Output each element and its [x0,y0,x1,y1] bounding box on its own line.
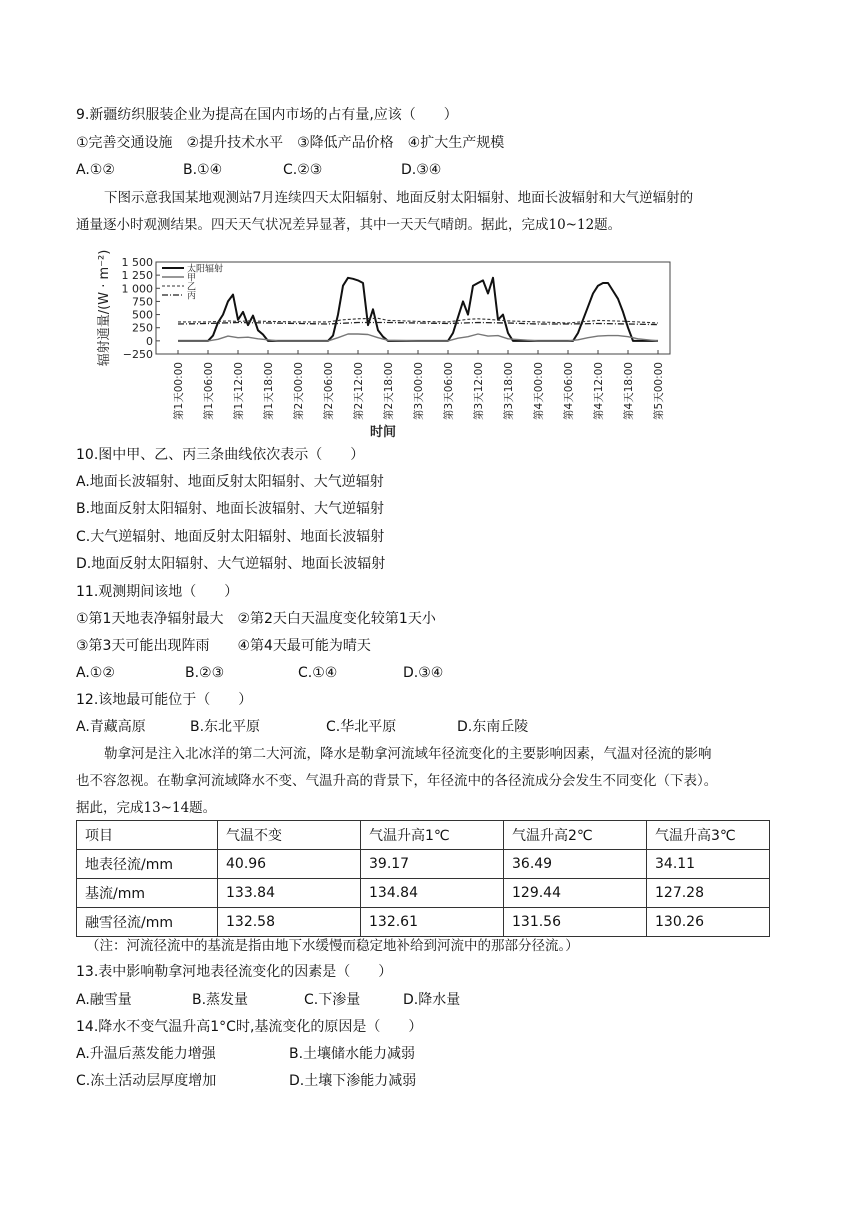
x-tick-label: 第3天12:00 [473,362,485,420]
runoff-table [76,820,770,937]
x-tick-label: 第2天18:00 [383,362,395,420]
intro2-line-3: 据此，完成13~14题。 [76,800,217,816]
radiation-chart-svg [80,248,680,443]
q13-stem: 13.表中影响勒拿河地表径流变化的因素是（ ） [76,964,393,980]
table-note: （注：河流径流中的基流是指由地下水缓慢而稳定地补给到河流中的那部分径流。） [86,938,579,954]
table-cell: 132.61 [361,908,504,937]
x-axis-label: 时间 [369,425,397,440]
q14-option-d: D.土壤下渗能力减弱 [289,1073,417,1089]
q11-option-c: C.①④ [298,665,338,681]
q9-items: ①完善交通设施 ②提升技术水平 ③降低产品价格 ④扩大生产规模 [76,135,505,151]
q9-option-d: D.③④ [401,162,442,178]
table-header-cell: 气温升高2℃ [504,821,647,850]
y-tick-label: 250 [132,321,153,335]
q14-option-c: C.冻土活动层厚度增加 [76,1073,217,1089]
table-cell: 132.58 [218,908,361,937]
q9-stem: 9.新疆纺织服装企业为提高在国内市场的占有量,应该（ ） [76,107,458,123]
table-cell: 130.26 [647,908,770,937]
q9-option-b: B.①④ [183,162,223,178]
q12-stem: 12.该地最可能位于（ ） [76,692,253,708]
x-tick-label: 第3天18:00 [503,362,515,420]
y-ticks [122,256,161,361]
y-tick-label: 1 000 [121,282,153,296]
x-tick-label: 第4天06:00 [563,362,575,420]
legend [162,263,223,302]
legend-label: 乙 [187,282,197,293]
x-tick-label: 第2天06:00 [323,362,335,420]
table-cell: 36.49 [504,850,647,879]
x-tick-label: 第3天00:00 [413,362,425,420]
intro1-line-1: 下图示意我国某地观测站7月连续四天太阳辐射、地面反射太阳辐射、地面长波辐射和大气逆辐射的 [104,190,694,206]
q14-stem: 14.降水不变气温升高1°C时,基流变化的原因是（ ） [76,1019,423,1035]
table-cell: 39.17 [361,850,504,879]
q11-option-a: A.①② [76,665,115,681]
q14-option-b: B.土壤储水能力减弱 [289,1046,416,1062]
x-ticks [172,350,665,420]
y-tick-label: 750 [132,295,153,309]
q12-option-d: D.东南丘陵 [457,719,529,735]
table-cell: 融雪径流/mm [77,908,218,937]
x-tick-label: 第2天00:00 [293,362,305,420]
y-axis-label: 辐射通量/(W · m⁻²) [97,249,112,367]
table-cell: 34.11 [647,850,770,879]
table-cell: 地表径流/mm [77,850,218,879]
x-tick-label: 第1天18:00 [263,362,275,420]
intro1-line-2: 通量逐小时观测结果。四天天气状况差异显著，其中一天天气晴朗。据此，完成10~12题。 [76,217,622,233]
table-cell: 127.28 [647,879,770,908]
q13-option-b: B.蒸发量 [192,992,249,1008]
table-cell: 134.84 [361,879,504,908]
table-cell: 129.44 [504,879,647,908]
table-row [77,908,770,937]
intro2-line-1: 勒拿河是注入北冰洋的第二大河流，降水是勒拿河流域年径流变化的主要影响因素，气温对径流的影响 [104,746,712,762]
x-tick-label: 第5天00:00 [653,362,665,420]
q9-option-a: A.①② [76,162,115,178]
x-tick-label: 第1天00:00 [173,362,185,420]
x-tick-label: 第1天12:00 [233,362,245,420]
q10-option-a: A.地面长波辐射、地面反射太阳辐射、大气逆辐射 [76,474,384,490]
table-cell: 133.84 [218,879,361,908]
q11-item2: ③第3天可能出现阵雨 ④第4天最可能为晴天 [76,638,371,654]
q10-stem: 10.图中甲、乙、丙三条曲线依次表示（ ） [76,447,365,463]
x-tick-label: 第4天00:00 [533,362,545,420]
q9-option-c: C.②③ [283,162,323,178]
q10-option-c: C.大气逆辐射、地面反射太阳辐射、地面长波辐射 [76,529,385,545]
q13-option-d: D.降水量 [403,992,461,1008]
table-header-row [77,821,770,850]
q12-option-b: B.东北平原 [190,719,261,735]
table-header-cell: 气温不变 [218,821,361,850]
x-tick-label: 第2天12:00 [353,362,365,420]
q11-option-d: D.③④ [403,665,444,681]
legend-label: 丙 [187,291,197,302]
table-row [77,879,770,908]
q10-option-b: B.地面反射太阳辐射、地面长波辐射、大气逆辐射 [76,501,385,517]
legend-label: 太阳辐射 [187,264,224,275]
q12-option-a: A.青藏高原 [76,719,146,735]
table-row [77,850,770,879]
x-tick-label: 第1天06:00 [203,362,215,420]
q10-option-d: D.地面反射太阳辐射、大气逆辐射、地面长波辐射 [76,556,386,572]
legend-label: 甲 [187,273,197,284]
intro2-line-2: 也不容忽视。在勒拿河流域降水不变、气温升高的背景下，年径流中的各径流成分会发生不同变化（下表）。 [76,773,718,789]
y-tick-label: 1 250 [121,269,153,283]
x-tick-label: 第3天06:00 [443,362,455,420]
series-lines [178,278,658,341]
y-tick-label: 0 [146,334,153,348]
q11-stem: 11.观测期间该地（ ） [76,584,239,600]
x-tick-label: 第4天18:00 [623,362,635,420]
series-line-1 [178,278,658,341]
table-cell: 40.96 [218,850,361,879]
table-header-cell: 气温升高3℃ [647,821,770,850]
table-header-cell: 项目 [77,821,218,850]
radiation-chart [80,248,680,447]
q13-option-a: A.融雪量 [76,992,132,1008]
q11-item1: ①第1天地表净辐射最大 ②第2天白天温度变化较第1天小 [76,611,436,627]
table-cell: 基流/mm [77,879,218,908]
q11-option-b: B.②③ [185,665,225,681]
table-header-cell: 气温升高1℃ [361,821,504,850]
q14-option-a: A.升温后蒸发能力增强 [76,1046,216,1062]
q13-option-c: C.下渗量 [304,992,361,1008]
q12-option-c: C.华北平原 [326,719,397,735]
x-tick-label: 第4天12:00 [593,362,605,420]
table-cell: 131.56 [504,908,647,937]
y-tick-label: −250 [122,348,153,361]
y-tick-label: 1 500 [121,256,153,269]
y-tick-label: 500 [132,308,153,322]
series-line-2 [178,334,658,341]
